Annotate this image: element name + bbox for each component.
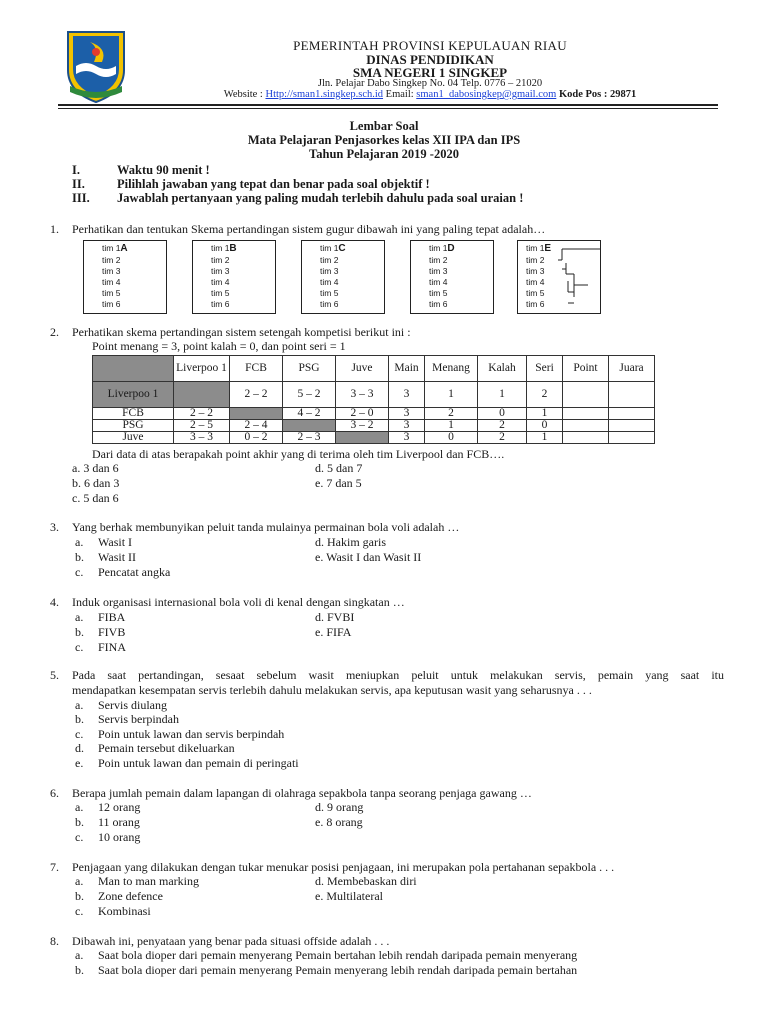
- option-a[interactable]: Wasit I: [98, 535, 133, 549]
- provincial-logo-icon: [64, 26, 128, 104]
- option-e[interactable]: e. Wasit I dan Wasit II: [315, 550, 422, 564]
- question-3-text: Yang berhak membunyikan peluit tanda mulainya permainan bola voli adalah …: [72, 520, 460, 534]
- bracket-e-lines: [518, 241, 600, 313]
- subject-title: Mata Pelajaran Penjasorkes kelas XII IPA dan IPS: [247, 133, 521, 147]
- table-row: FCB 2 – 2 4 – 2 2 – 0 3 2 0 1: [93, 408, 655, 420]
- option-b[interactable]: Zone defence: [98, 889, 163, 903]
- question-number-1: 1.: [50, 222, 59, 236]
- table-row: Liverpoo 1 2 – 2 5 – 2 3 – 3 3 1 1 2: [93, 382, 655, 408]
- standings-table: [92, 355, 655, 444]
- question-6-text: Berapa jumlah pemain dalam lapangan di olahraga sepakbola tanpa seorang penjaga gawang …: [72, 786, 532, 800]
- option-letter: c.: [75, 565, 84, 579]
- option-letter: d.: [75, 741, 84, 755]
- option-letter: a.: [75, 800, 84, 814]
- instruction-text-3: Jawablah pertanyaan yang paling mudah terlebih dahulu pada soal uraian !: [117, 191, 524, 205]
- table-row: PSG 2 – 5 2 – 4 3 – 2 3 1 2 0: [93, 420, 655, 432]
- header-school: SMA NEGERI 1 SINGKEP: [352, 65, 508, 80]
- option-a[interactable]: FIBA: [98, 610, 126, 624]
- question-5-text-line2: mendapatkan kesempatan servis terlebih dahulu melakukan servis, apa keputusan wasit yang seharusnya . . .: [72, 683, 592, 697]
- option-b[interactable]: FIVB: [98, 625, 126, 639]
- option-a[interactable]: 12 orang: [98, 800, 141, 814]
- option-a[interactable]: Man to man marking: [98, 874, 199, 888]
- option-letter: a.: [75, 698, 84, 712]
- option-d[interactable]: d. Membebaskan diri: [315, 874, 417, 888]
- option-c[interactable]: c. 5 dan 6: [72, 491, 119, 505]
- option-letter: b.: [75, 963, 84, 977]
- option-letter: e.: [75, 756, 84, 770]
- option-letter: c.: [75, 640, 84, 654]
- option-a[interactable]: a. 3 dan 6: [72, 461, 119, 475]
- instruction-num-3: III.: [72, 191, 90, 205]
- email-link[interactable]: sman1_dabosingkep@gmail.com: [416, 89, 557, 100]
- bracket-d: tim 1D tim 2 tim 3 tim 4 tim 5 tim 6: [410, 240, 494, 314]
- option-letter: c.: [75, 830, 84, 844]
- bracket-letter: A: [120, 243, 128, 254]
- option-a[interactable]: Servis diulang: [98, 698, 167, 712]
- option-letter: a.: [75, 874, 84, 888]
- option-e[interactable]: e. 7 dan 5: [315, 476, 362, 490]
- option-c[interactable]: 10 orang: [98, 830, 141, 844]
- instruction-num-2: II.: [72, 177, 85, 191]
- bracket-letter: E: [544, 243, 552, 254]
- bracket-b: tim 1B tim 2 tim 3 tim 4 tim 5 tim 6: [192, 240, 276, 314]
- option-letter: a.: [75, 948, 84, 962]
- option-letter: c.: [75, 727, 84, 741]
- option-c[interactable]: FINA: [98, 640, 127, 654]
- option-d[interactable]: d. 5 dan 7: [315, 461, 363, 475]
- website-label: Website :: [223, 89, 266, 100]
- year-title: Tahun Pelajaran 2019 -2020: [309, 147, 459, 161]
- option-e[interactable]: e. 8 orang: [315, 815, 363, 829]
- option-b[interactable]: Saat bola dioper dari pemain menyerang Pemain menyerang lebih rendah daripada pemain bertahan: [98, 963, 578, 977]
- question-number-4: 4.: [50, 595, 59, 609]
- email-label: Email:: [383, 89, 417, 100]
- bracket-c: tim 1C tim 2 tim 3 tim 4 tim 5 tim 6: [301, 240, 385, 314]
- header-divider-thin: [58, 108, 718, 109]
- option-letter: b.: [75, 889, 84, 903]
- instruction-text-1: Waktu 90 menit !: [117, 163, 210, 177]
- website-link[interactable]: Http://sman1.singkep.sch.id: [265, 89, 384, 100]
- option-c[interactable]: Kombinasi: [98, 904, 151, 918]
- option-letter: a.: [75, 610, 84, 624]
- option-letter: b.: [75, 625, 84, 639]
- question-number-3: 3.: [50, 520, 59, 534]
- option-letter: a.: [75, 535, 84, 549]
- header-department: DINAS PENDIDIKAN: [366, 52, 494, 67]
- option-letter: b.: [75, 712, 84, 726]
- instruction-text-2: Pilihlah jawaban yang tepat dan benar pada soal objektif !: [117, 177, 430, 191]
- postal-code: Kode Pos : 29871: [556, 89, 637, 100]
- question-number-2: 2.: [50, 325, 59, 339]
- option-b[interactable]: 11 orang: [98, 815, 140, 829]
- bracket-a: tim 1A tim 2 tim 3 tim 4 tim 5 tim 6: [83, 240, 167, 314]
- option-b[interactable]: Wasit II: [98, 550, 137, 564]
- question-5-text-line1: Pada saat pertandingan, sesaat sebelum wasit meniupkan peluit untuk melakukan servis, pemain yang saat itu: [72, 668, 724, 682]
- bracket-letter: B: [229, 243, 237, 254]
- question-1-text: Perhatikan dan tentukan Skema pertandingan sistem gugur dibawah ini yang paling tepat adalah…: [72, 222, 546, 236]
- option-d[interactable]: Pemain tersebut dikeluarkan: [98, 741, 235, 755]
- question-number-7: 7.: [50, 860, 59, 874]
- option-b[interactable]: b. 6 dan 3: [72, 476, 120, 490]
- header-contact: [150, 89, 710, 100]
- question-8-text: Dibawah ini, penyataan yang benar pada situasi offside adalah . . .: [72, 934, 390, 948]
- option-c[interactable]: Poin untuk lawan dan servis berpindah: [98, 727, 285, 741]
- bracket-e: tim 1E tim 2 tim 3 tim 4 tim 5 tim 6: [517, 240, 601, 314]
- option-d[interactable]: d. Hakim garis: [315, 535, 386, 549]
- option-letter: c.: [75, 904, 84, 918]
- option-e[interactable]: e. Multilateral: [315, 889, 383, 903]
- table-row: Juve 3 – 3 0 – 2 2 – 3 3 0 2 1: [93, 432, 655, 444]
- header-divider-thick: [58, 104, 718, 106]
- header-province: PEMERINTAH PROVINSI KEPULAUAN RIAU: [293, 38, 567, 53]
- question-2-prompt: Dari data di atas berapakah point akhir yang di terima oleh tim Liverpool dan FCB….: [92, 447, 505, 461]
- option-e[interactable]: e. FIFA: [315, 625, 352, 639]
- bracket-letter: C: [338, 243, 346, 254]
- option-a[interactable]: Saat bola dioper dari pemain menyerang Pemain bertahan lebih rendah daripada pemain menyerang: [98, 948, 578, 962]
- question-2-text: Perhatikan skema pertandingan sistem setengah kompetisi berikut ini :: [72, 325, 411, 339]
- bracket-letter: D: [447, 243, 455, 254]
- question-4-text: Induk organisasi internasional bola voli di kenal dengan singkatan …: [72, 595, 405, 609]
- header-address: Jln. Pelajar Dabo Singkep No. 04 Telp. 0776 – 21020: [317, 78, 543, 89]
- option-d[interactable]: d. FVBI: [315, 610, 355, 624]
- option-letter: b.: [75, 550, 84, 564]
- point-rules: Point menang = 3, point kalah = 0, dan point seri = 1: [92, 339, 346, 353]
- question-number-5: 5.: [50, 668, 59, 682]
- table-header-row: Liverpoo 1 FCB PSG Juve Main Menang Kalah Seri Point Juara: [93, 356, 655, 382]
- option-d[interactable]: d. 9 orang: [315, 800, 364, 814]
- option-b[interactable]: Servis berpindah: [98, 712, 179, 726]
- option-c[interactable]: Pencatat angka: [98, 565, 171, 579]
- question-number-8: 8.: [50, 934, 59, 948]
- instruction-num-1: I.: [72, 163, 80, 177]
- question-7-text: Penjagaan yang dilakukan dengan tukar menukar posisi penjagaan, ini merupakan pola pertahanan sepakbola . . .: [72, 860, 615, 874]
- option-letter: b.: [75, 815, 84, 829]
- option-e[interactable]: Poin untuk lawan dan pemain di peringati: [98, 756, 299, 770]
- question-number-6: 6.: [50, 786, 59, 800]
- sheet-title: Lembar Soal: [349, 119, 419, 133]
